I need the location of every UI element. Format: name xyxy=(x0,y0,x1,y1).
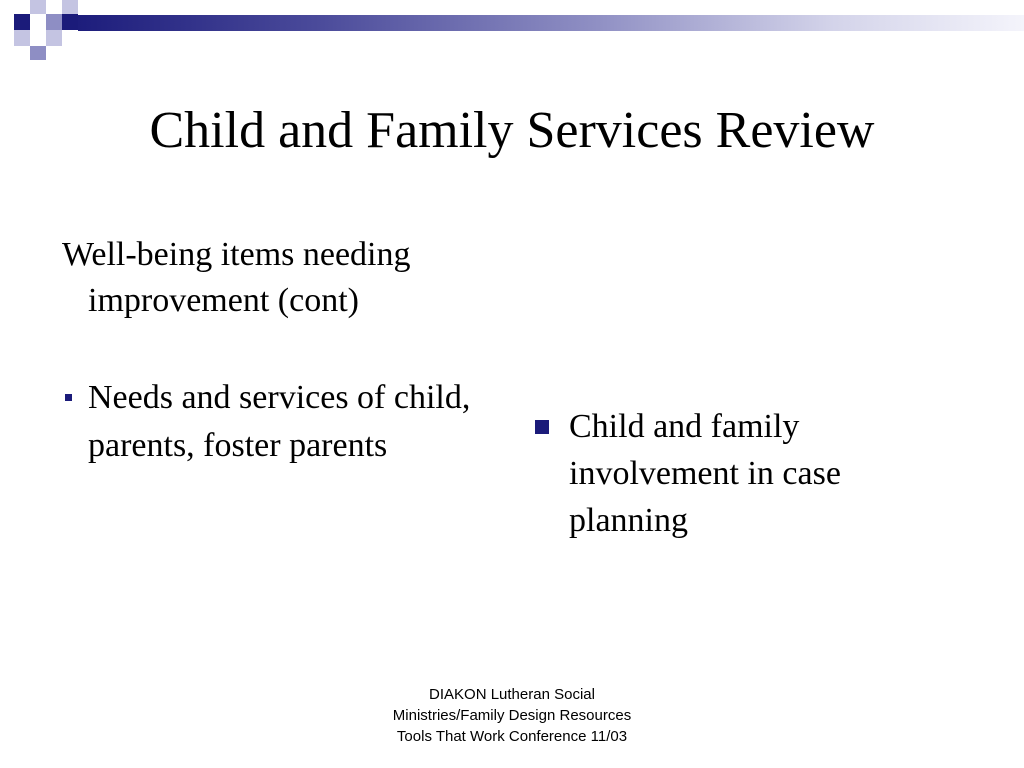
decor-square-icon xyxy=(30,0,46,14)
small-square-bullet-icon xyxy=(65,394,72,401)
slide-footer xyxy=(312,684,712,747)
left-bullet-text: Needs and services of child, parents, foster parents xyxy=(88,379,471,464)
decor-square-icon xyxy=(30,46,46,60)
decor-square-icon xyxy=(14,14,30,30)
header-gradient-bar xyxy=(78,15,1024,31)
right-bullet-item xyxy=(533,403,933,544)
square-bullet-icon xyxy=(535,420,549,434)
header-decoration xyxy=(0,0,1024,60)
decor-square-icon xyxy=(46,30,62,46)
left-column xyxy=(62,232,482,470)
decor-square-icon xyxy=(62,14,78,30)
left-bullet-item xyxy=(62,374,482,470)
right-column xyxy=(533,403,933,544)
footer-line: Tools That Work Conference 11/03 xyxy=(396,728,628,745)
footer-line: Ministries/Family Design Resources xyxy=(392,707,632,724)
decor-square-icon xyxy=(14,30,30,46)
right-bullet-text: Child and family involvement in case planning xyxy=(569,408,841,539)
decor-square-icon xyxy=(62,0,78,14)
decor-square-icon xyxy=(46,14,62,30)
slide-title: Child and Family Services Review xyxy=(149,102,875,159)
footer-line: DIAKON Lutheran Social xyxy=(429,686,595,703)
left-heading: Well-being items needing improvement (cont) xyxy=(62,236,411,319)
